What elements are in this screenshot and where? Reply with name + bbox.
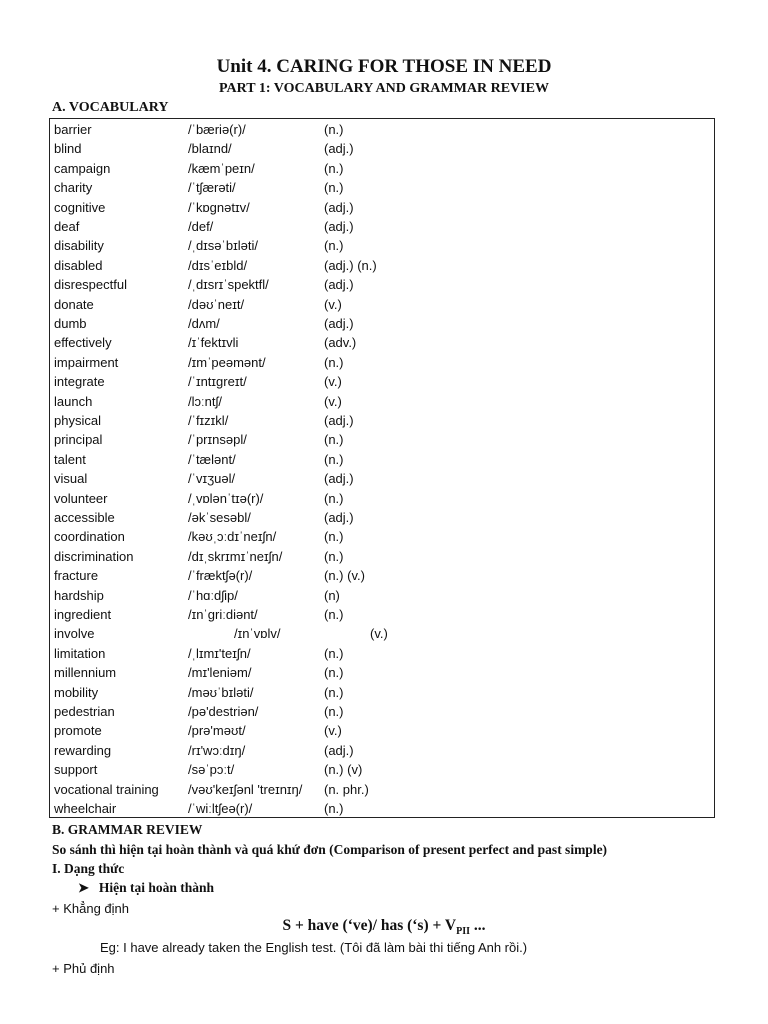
vocab-phonetic: /ˈtʃærəti/ bbox=[188, 180, 236, 196]
vocab-word: limitation bbox=[54, 645, 106, 661]
vocab-word: fracture bbox=[54, 568, 99, 584]
vocab-type: (n.) bbox=[324, 238, 344, 254]
vocab-phonetic: /ˈprɪnsəpl/ bbox=[188, 432, 247, 448]
vocab-word: talent bbox=[54, 451, 86, 467]
vocab-phonetic: /dʌm/ bbox=[188, 316, 220, 331]
arrow-bullet-icon: ➤ bbox=[78, 880, 89, 895]
vocab-word: blind bbox=[54, 141, 82, 157]
vocab-word: accessible bbox=[54, 510, 115, 525]
vocab-word: mobility bbox=[54, 684, 99, 700]
vocab-word: barrier bbox=[54, 122, 92, 137]
vocab-phonetic: /ˌlɪmɪ'teɪʃn/ bbox=[188, 645, 251, 661]
vocab-word: donate bbox=[54, 296, 94, 312]
vocab-phonetic: /ˈkɒɡnətɪv/ bbox=[188, 199, 250, 215]
vocab-phonetic: /dəʊˈneɪt/ bbox=[188, 296, 245, 312]
page-title: Unit 4. CARING FOR THOSE IN NEED bbox=[216, 56, 552, 77]
vocab-word: visual bbox=[54, 471, 88, 487]
form-heading: I. Dạng thức bbox=[52, 861, 125, 876]
vocab-type: (n.) bbox=[324, 160, 344, 176]
grammar-heading: B. GRAMMAR REVIEW bbox=[52, 822, 203, 837]
vocab-type: (adj.) bbox=[324, 316, 354, 331]
vocabulary-heading: A. VOCABULARY bbox=[52, 100, 169, 115]
affirmative-label: + Khẳng định bbox=[52, 901, 129, 916]
vocab-phonetic: /mɪ'leniəm/ bbox=[188, 665, 252, 681]
vocab-phonetic: /kəʊˌɔːdɪˈneɪʃn/ bbox=[188, 529, 277, 545]
vocab-type: (adj.) bbox=[324, 742, 354, 758]
vocab-type: (n.) bbox=[324, 607, 344, 622]
vocab-word: charity bbox=[54, 180, 93, 196]
vocab-phonetic: /blaɪnd/ bbox=[188, 141, 232, 157]
vocab-type: (adj.) bbox=[324, 510, 354, 525]
vocab-phonetic: /ˈtælənt/ bbox=[188, 451, 236, 467]
vocab-type: (adj.) (n.) bbox=[324, 257, 377, 273]
vocab-phonetic: /ˌdɪsəˈbɪləti/ bbox=[188, 238, 258, 254]
vocab-phonetic: /ɪmˈpeəmənt/ bbox=[188, 354, 266, 370]
vocab-word: pedestrian bbox=[54, 704, 115, 719]
vocab-phonetic: /ˈfɪzɪkl/ bbox=[188, 413, 229, 428]
vocab-type: (n.) bbox=[324, 432, 344, 448]
vocab-type: (v.) bbox=[370, 626, 388, 642]
vocab-word: disabled bbox=[54, 257, 103, 273]
vocab-phonetic: /əkˈsesəbl/ bbox=[188, 510, 251, 525]
vocab-word: cognitive bbox=[54, 199, 106, 215]
vocab-word: volunteer bbox=[54, 490, 108, 506]
vocab-type: (n. phr.) bbox=[324, 781, 369, 797]
vocab-word: dumb bbox=[54, 316, 87, 331]
vocab-type: (n.) bbox=[324, 801, 344, 816]
vocab-type: (n.) bbox=[324, 548, 344, 564]
vocab-type: (n.) bbox=[324, 180, 344, 196]
vocab-type: (v.) bbox=[324, 374, 342, 390]
vocab-type: (adj.) bbox=[324, 219, 354, 234]
vocab-word: disrespectful bbox=[54, 277, 127, 293]
present-perfect-item bbox=[78, 880, 214, 896]
vocab-word: millennium bbox=[54, 665, 117, 681]
vocab-word: rewarding bbox=[54, 742, 112, 758]
grammar-topic: So sánh thì hiện tại hoàn thành và quá khứ đơn (Comparison of present perfect and past simple) bbox=[52, 842, 608, 857]
vocab-type: (v.) bbox=[324, 296, 342, 312]
formula-affirmative bbox=[0, 917, 768, 937]
negative-label: + Phủ định bbox=[52, 961, 115, 976]
vocab-type: (n.) (v) bbox=[324, 762, 363, 778]
vocab-phonetic: /vəʊ'keɪʃənl 'treɪnɪŋ/ bbox=[188, 781, 303, 797]
vocab-word: wheelchair bbox=[54, 801, 117, 816]
vocab-type: (adj.) bbox=[324, 141, 354, 157]
vocab-phonetic: /ˈbæriə(r)/ bbox=[188, 122, 246, 137]
vocab-word: coordination bbox=[54, 529, 125, 545]
vocab-type: (n.) bbox=[324, 645, 344, 661]
vocabulary-table bbox=[49, 118, 715, 818]
vocab-phonetic: /kæmˈpeɪn/ bbox=[188, 160, 255, 176]
vocab-word: disability bbox=[54, 238, 104, 254]
vocab-phonetic: /def/ bbox=[188, 219, 214, 234]
vocab-type: (adj.) bbox=[324, 199, 354, 215]
vocab-type: (n.) (v.) bbox=[324, 568, 365, 584]
page-subtitle: PART 1: VOCABULARY AND GRAMMAR REVIEW bbox=[219, 81, 549, 96]
vocab-phonetic: /ˈhɑːdʃip/ bbox=[188, 587, 238, 603]
vocab-type: (adj.) bbox=[324, 471, 354, 487]
vocab-word: principal bbox=[54, 432, 103, 448]
vocab-type: (v.) bbox=[324, 723, 342, 739]
vocab-phonetic: /ɪnˈɡriːdiənt/ bbox=[188, 607, 258, 622]
vocab-phonetic: /məʊˈbɪləti/ bbox=[188, 684, 254, 700]
vocab-type: (n.) bbox=[324, 529, 344, 545]
vocab-word: involve bbox=[54, 626, 95, 642]
vocab-phonetic: /ˌvɒlənˈtɪə(r)/ bbox=[188, 490, 264, 506]
vocab-type: (v.) bbox=[324, 393, 342, 409]
vocab-type: (n.) bbox=[324, 451, 344, 467]
vocab-word: effectively bbox=[54, 335, 112, 351]
vocab-type: (n.) bbox=[324, 704, 344, 719]
vocab-phonetic: /ˈɪntɪɡreɪt/ bbox=[188, 374, 247, 390]
vocab-word: support bbox=[54, 762, 98, 778]
vocab-type: (n.) bbox=[324, 122, 344, 137]
vocab-word: hardship bbox=[54, 587, 104, 603]
present-perfect-label: Hiện tại hoàn thành bbox=[98, 880, 215, 895]
formula-tail: ... bbox=[470, 917, 486, 934]
vocab-type: (n.) bbox=[324, 665, 344, 681]
vocab-phonetic: /lɔːntʃ/ bbox=[188, 393, 222, 409]
vocab-phonetic: /pə'destriən/ bbox=[188, 704, 259, 719]
vocab-type: (n.) bbox=[324, 490, 344, 506]
formula-subscript: PII bbox=[456, 926, 471, 938]
vocab-phonetic: /ɪnˈvɒlv/ bbox=[234, 626, 281, 642]
vocab-word: integrate bbox=[54, 374, 105, 390]
vocab-phonetic: /dɪsˈeɪbld/ bbox=[188, 257, 248, 273]
vocab-phonetic: /rɪ'wɔːdɪŋ/ bbox=[188, 742, 246, 758]
example-sentence: Eg: I have already taken the English test. (Tôi đã làm bài thi tiếng Anh rồi.) bbox=[100, 940, 528, 955]
vocab-phonetic: /səˈpɔːt/ bbox=[188, 762, 235, 778]
vocab-word: deaf bbox=[54, 219, 80, 234]
vocab-phonetic: /dɪˌskrɪmɪˈneɪʃn/ bbox=[188, 548, 283, 564]
vocab-type: (n) bbox=[324, 587, 340, 603]
vocab-phonetic: /ˌdɪsrɪˈspektfl/ bbox=[188, 277, 269, 293]
vocab-word: ingredient bbox=[54, 607, 112, 622]
vocab-word: physical bbox=[54, 413, 101, 428]
formula-main: S + have (‘ve)/ has (‘s) + V bbox=[282, 917, 457, 934]
vocab-phonetic: /ɪˈfektɪvli bbox=[188, 335, 239, 351]
vocab-word: promote bbox=[54, 723, 102, 739]
vocab-type: (adj.) bbox=[324, 277, 354, 293]
vocab-phonetic: /ˈwiːltʃeə(r)/ bbox=[188, 801, 253, 816]
vocab-word: discrimination bbox=[54, 548, 134, 564]
vocab-word: launch bbox=[54, 393, 93, 409]
vocab-type: (adj.) bbox=[324, 413, 354, 428]
vocab-phonetic: /ˈfræktʃə(r)/ bbox=[188, 568, 253, 584]
vocab-type: (n.) bbox=[324, 684, 344, 700]
vocab-phonetic: /prə'məʊt/ bbox=[188, 723, 246, 739]
vocab-word: impairment bbox=[54, 354, 119, 370]
vocab-word: vocational training bbox=[54, 781, 159, 797]
vocab-type: (adv.) bbox=[324, 335, 357, 351]
vocab-phonetic: /ˈvɪʒuəl/ bbox=[188, 471, 236, 487]
vocab-type: (n.) bbox=[324, 354, 344, 370]
vocab-word: campaign bbox=[54, 160, 111, 176]
